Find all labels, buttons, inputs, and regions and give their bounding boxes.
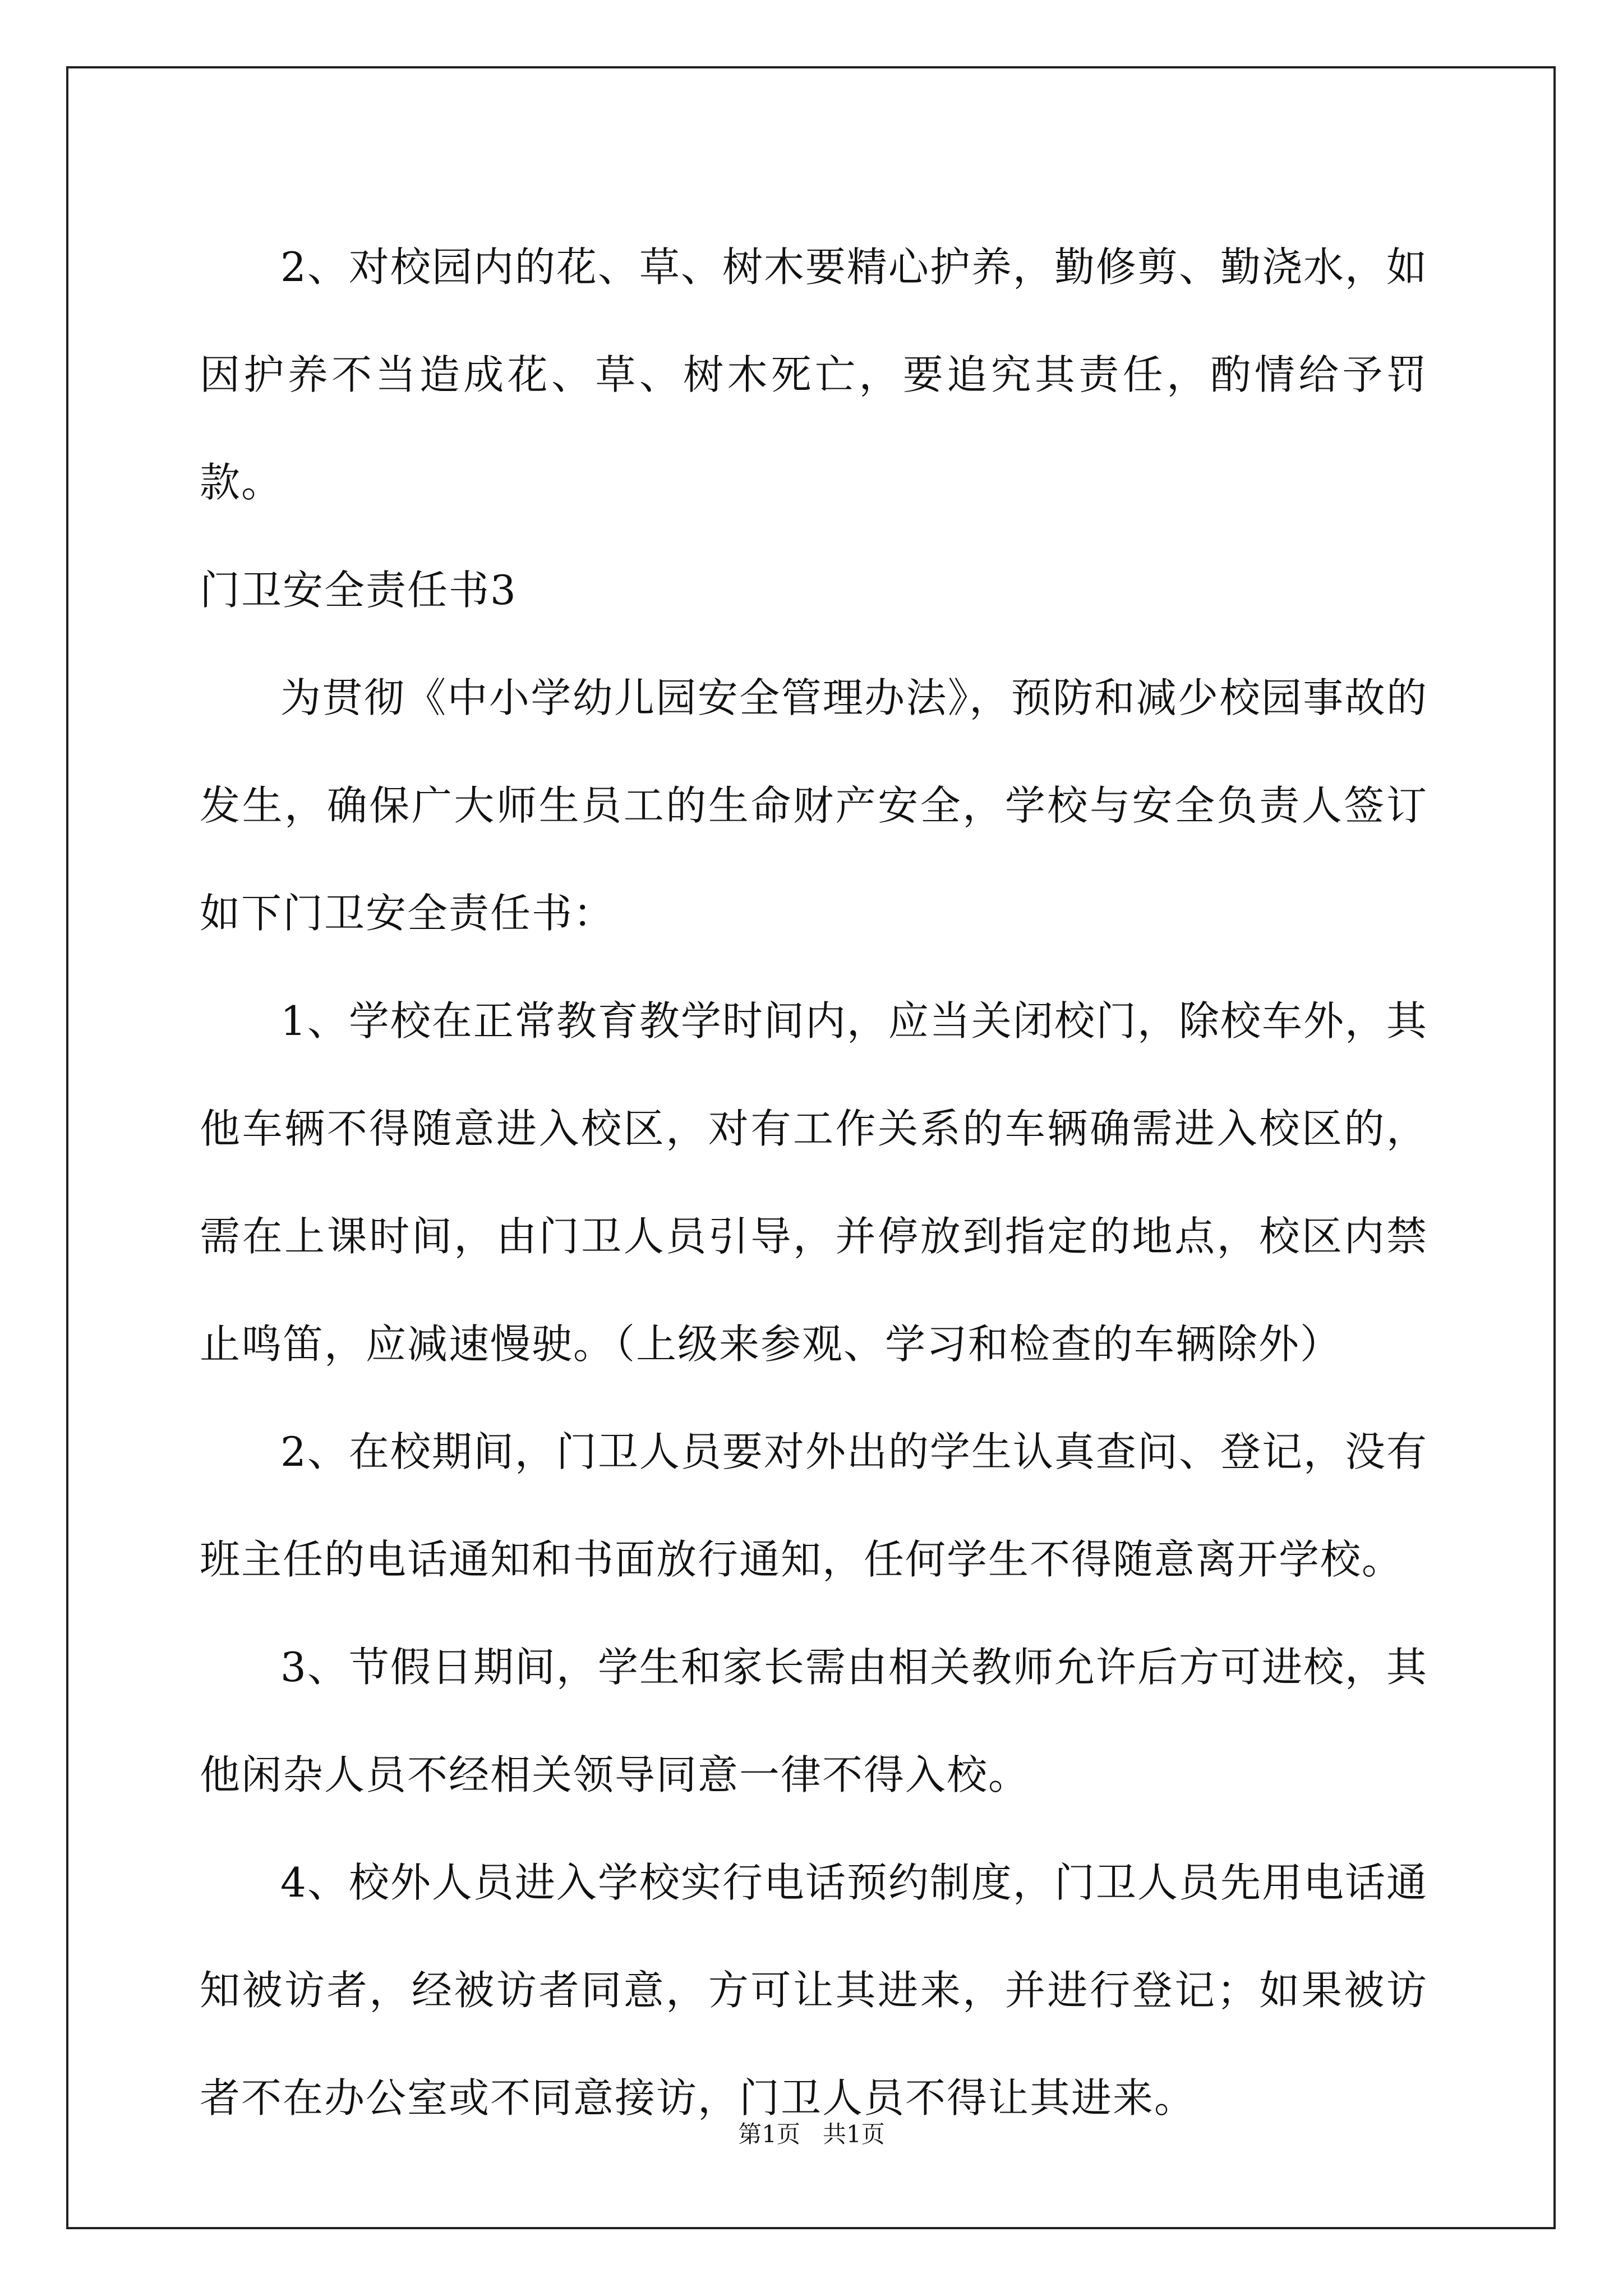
page-total: 共1页 (823, 2120, 885, 2148)
footer-spacer (800, 2120, 823, 2148)
document-body (200, 213, 1428, 2152)
paragraph-item-2: 2、在校期间，门卫人员要对外出的学生认真查问、登记，没有班主任的电话通知和书面放行通知，任何学生不得随意离开学校。 (200, 1428, 1428, 1583)
section-heading: 门卫安全责任书3 (200, 567, 517, 614)
page-footer (0, 2118, 1623, 2151)
paragraph-intro: 为贯彻《中小学幼儿园安全管理办法》，预防和减少校园事故的发生，确保广大师生员工的生命财产安全，学校与安全负责人签订如下门卫安全责任书： (200, 674, 1428, 937)
page-number: 第1页 (738, 2120, 800, 2148)
paragraph-item-2-care: 2、对校园内的花、草、树木要精心护养，勤修剪、勤浇水，如因护养不当造成花、草、树木死亡，要追究其责任，酌情给予罚款。 (200, 243, 1428, 506)
paragraph-item-4: 4、校外人员进入学校实行电话预约制度，门卫人员先用电话通知被访者，经被访者同意，方可让其进来，并进行登记；如果被访者不在办公室或不同意接访，门卫人员不得让其进来。 (200, 1859, 1428, 2122)
paragraph-item-3: 3、节假日期间，学生和家长需由相关教师允许后方可进校，其他闲杂人员不经相关领导同意一律不得入校。 (200, 1644, 1428, 1798)
paragraph-item-1: 1、学校在正常教育教学时间内，应当关闭校门，除校车外，其他车辆不得随意进入校区，对有工作关系的车辆确需进入校区的，需在上课时间，由门卫人员引导，并停放到指定的地点，校区内禁止鸣笛，应减速慢驶。（上级来参观、学习和检查的车辆除外） (200, 997, 1428, 1368)
